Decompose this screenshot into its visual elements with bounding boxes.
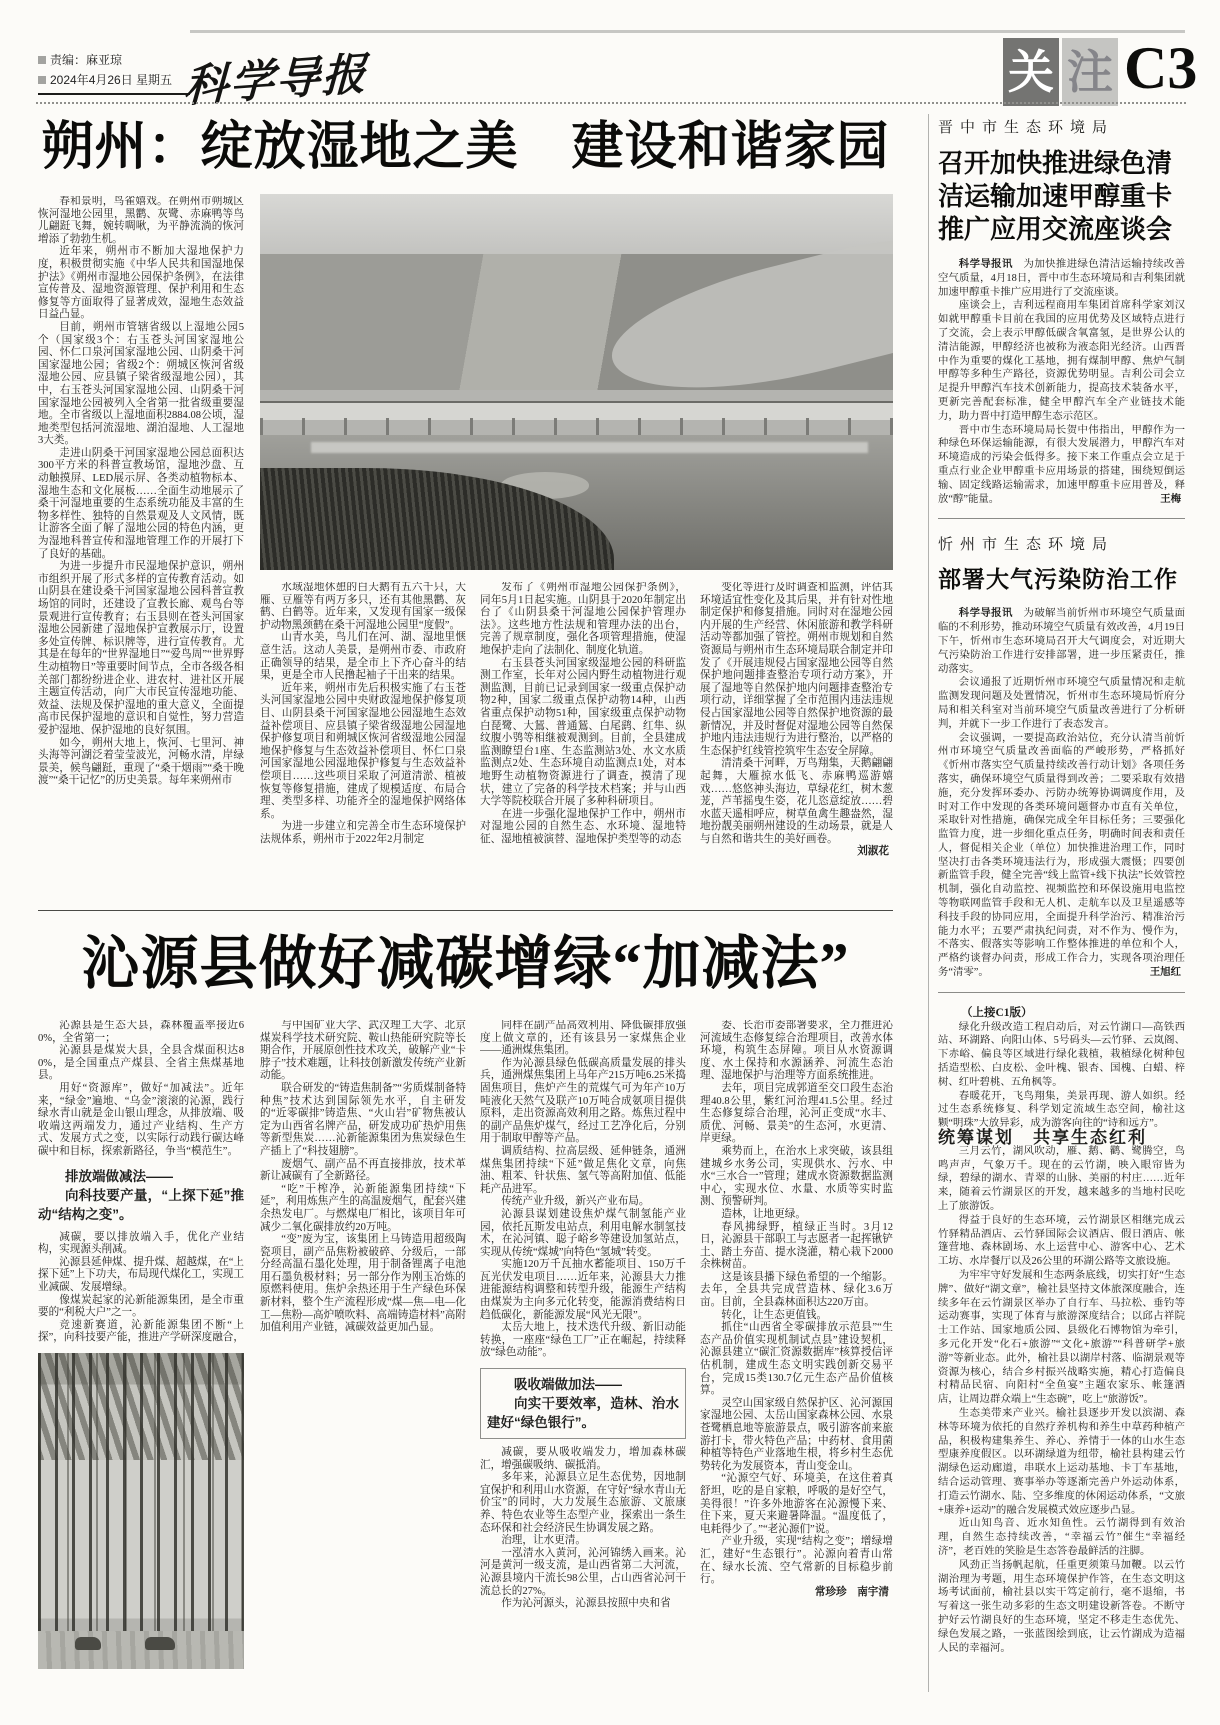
paragraph: 晋中市生态环境局局长贺中伟指出，甲醇作为一种绿色环保运输能源，有很大发展潜力，甲醇汽车对环境造成的污染会低得多。接下来工作重点会立足于重点行业企业甲醇重卡应用场景的搭建，围绕短倒运输、固定线路运输需求，加速甲醇重卡应用普及，释放“醇”能量。 — [938, 424, 1185, 505]
paragraph: 这是该县播下绿色希望的一个缩影。去年，全县共完成营造林、绿化3.6万亩。目前，全县森林面积达220万亩。 — [700, 1271, 893, 1309]
paragraph: 目前，朔州市管辖省级以上湿地公园5个（国家级3个：右玉苍头河国家湿地公园、怀仁口泉河国家湿地公园、山阴桑干河国家湿地公园；省级2个：朔城区恢河省级湿地公园、应县镇子梁省级湿地公园），其中，右玉苍头河国家湿地公园、山阴桑干河国家湿地公园被列入全省第一批省级重要湿地。全市省级以上湿地面积2884.08公顷，湿地类型包括河流湿地、湖泊湿地、人工湿地3大类。 — [38, 321, 244, 447]
paragraph: 竞速新赛道，沁新能源集团不断“上探”，向科技要产能，推进产学研深度融合， — [38, 1319, 244, 1344]
main-article-byline: 刘淑花 — [857, 846, 889, 858]
header-top-rule — [190, 30, 1185, 33]
second-column-3-text — [480, 1020, 686, 1360]
paragraph: 太岳大地上，技术迭代升级、新旧动能转换，一座座“绿色工厂”正在崛起，持续释放“绿色动能”。 — [480, 1322, 686, 1359]
paragraph: 右玉县苍头河国家级湿地公园的科研监测工作室，长年对公园内野生动植物进行观测监测，目前已记录到国家一级重点保护动物2种，国家二级重点保护动物14种，山西省重点保护动物51种，国家级重点保护动物白琵鹭、大鵟、普通鵟、白尾鹞、红隼、纵纹腹小鸮等相继被观测到。目前，全县建成监测瞭望台1座、生态监测站3处、水文水质监测点2处、生态环境自动监测点1处，对本地野生动植物资源进行了调查，摸清了现状，建立了完备的科学技术档案；并与山西大学等院校联合开展了多种科研项目。 — [480, 657, 686, 808]
second-article-byline: 常珍珍 南宇清 — [814, 1586, 889, 1598]
article-xinzhou-air — [938, 533, 1185, 980]
paragraph: 联合研发的“铸造焦制备”“劣质煤制备特种焦”技术达到国际领先水平，自主研发的“近零碳排”铸造焦、“火山岩”矿物焦被认定为山西省名牌产品，研发成功矿热炉用焦等新型焦炭……沁新能源集团为焦炭绿色生产插上了“科技翅膀”。 — [260, 1082, 466, 1157]
second-column-1-text — [38, 1020, 244, 1159]
paragraph: 灵空山国家级自然保护区、沁河源国家湿地公园、太岳山国家森林公园、水泉苍鹭栖息地等旅游景点，吸引游客前来旅游打卡，带火特色产品；中药材、食用菌种植等特色产业落地生根，将乡村生态优势转化为发展资本，青山变金山。 — [700, 1397, 893, 1472]
second-column-2 — [260, 1020, 466, 1714]
paragraph: 在进一步强化湿地保护工作中，朔州市对湿地公园的自然生态、水环境、湿地特征、湿地植被演替、湿地保护类型等的动态 — [480, 808, 686, 845]
paragraph: 向科技要产量，“上探下延”推动“结构之变”。 — [38, 1187, 244, 1222]
photo-sky — [260, 194, 893, 254]
main-column-1 — [38, 196, 244, 892]
vertical-divider — [928, 114, 929, 1692]
paragraph: 沁源县谋划建设焦炉煤气制氢能产业园，依托瓦斯发电站点，利用电解水制氢技术，在沁河镇、聪子峪乡等建设加氢站点，实现从传统“煤城”向特色“氢城”转变。 — [480, 1208, 686, 1258]
subhead-emission-reduction — [38, 1167, 244, 1224]
continuation-paras-1 — [938, 1021, 1185, 1131]
main-column-4-text — [700, 582, 893, 846]
paragraph: 同样在副产品高效利用、降低碳排放强度上做文章的，还有该县另一家煤焦企业——通洲煤焦集团。 — [480, 1020, 686, 1057]
editor-underline — [38, 93, 190, 95]
paragraph: 为牢牢守好发展和生态两条底线，切实打好“生态牌”、做好“湖文章”，榆社县坚持文体旅深度融合，连续多年在云竹湖景区举办了自行车、马拉松、垂钓等运动赛事，实现了体育与旅游深度结合；以邱占祥院士工作站、国家地质公园、县级化石博物馆为牵引，多元化开发“化石+旅游”“文化+旅游”“科普研学+旅游”等新业态。此外，榆社县以湖岸村落、临湖景观等资源为核心，结合乡村振兴战略实施，精心打造偏良村精品民宿、向阳村“全鱼宴”主题农家乐、帐篷酒店，让周边群众端上“生态碗”，吃上“旅游饭”。 — [938, 1270, 1185, 1406]
body-xinzhou-paras — [938, 676, 1185, 980]
byline-jinzhong: 王梅 — [1160, 493, 1181, 505]
main-headline: 朔州：绽放湿地之美 建设和谐家园 — [41, 118, 890, 176]
paragraph: 为进一步提升市民湿地保护意识，朔州市组织开展了形式多样的宣传教育活动。如山阴县在建设桑干河国家湿地公园科普宣教场馆的同时，还建设了宣教长廊、观鸟台等景观进行宣传教育；右玉县则在苍头河国家湿地公园新建了湿地保护宣教展示厅，设置多处宣传牌、标识牌等，进行宣传教育。尤其是在每年的“世界湿地日”“爱鸟周”“世界野生动植物日”等重要时间节点，全市各级各相关部门都纷纷进企业、进农村、进社区开展主题宣传活动，向广大市民宣传湿地功能、效益、法规及保护湿地的重大意义，全面提高市民保护湿地的意识和自觉性，努力营造爱护湿地、保护湿地的良好氛围。 — [38, 561, 244, 736]
second-headline: 沁源县做好减碳增绿“加减法” — [81, 931, 850, 996]
photo-water-glint — [311, 442, 868, 453]
headline-xinzhou: 部署大气污染防治工作 — [938, 566, 1178, 593]
paragraph: 春风拂绿野，植绿正当时。3月12日，沁源县干部职工与志愿者一起挥锹铲土、踏土夯苗、提水浇灌，精心栽下2000余株树苗。 — [700, 1221, 893, 1271]
main-column-2 — [260, 582, 466, 894]
paragraph: 座谈会上，吉利远程商用车集团首席科学家刘汉如就甲醇重卡目前在我国的应用优势及区域特点进行了交流，会上表示甲醇低碳含氧富氢，是世界公认的清洁能源，甲醇经济也被称为液态阳光经济。山西晋中作为重要的煤化工基地，拥有煤制甲醇、焦炉气制甲醇等多种生产路径，资源优势明显。吉利公司会立足提升甲醇汽车技术创新能力，提高技术装备水平，更新完善配套标准，健全甲醇汽车全产业链技术能力，助力晋中打造甲醇生态示范区。 — [938, 300, 1185, 422]
right-column-rule — [938, 518, 1185, 519]
paragraph: 抓住“山西省全零碳排放示范县”“生态产品价值实现机制试点县”建设契机，沁源县建立“碳汇资源数据库”核算授信评估机制，建成生态文明实践创新交易平台，完成15类130.7亿元生态产品价值核算。 — [700, 1322, 893, 1397]
paragraph: 去年，项目完成郭道至交口段生态治理40.8公里，紫红河治理41.5公里。经过生态修复综合治理，沁河正变成“水丰、质优、河畅、景美”的生态河，水更清、岸更绿。 — [700, 1082, 893, 1145]
paragraph: “吃”干榨净，沁新能源集团持续“下延”，利用炼焦产生的高温废烟气，配套兴建余热发电厂。与燃煤电厂相比，该项目年可减少二氧化碳排放约20万吨。 — [260, 1183, 466, 1233]
paragraph: 委、长治市委部署要求，全力推进沁河流域生态修复综合治理项目，改善水体环境，构筑生态屏障。项目从水资源调度、水土保持和水源涵养、河流生态治理、湿地保护与治理等方面系统推进。 — [700, 1020, 893, 1082]
article-continuation-yunzhu — [938, 1007, 1185, 1655]
paragraph: 为进一步建立和完善全市生态环境保护法规体系，朔州市于2022年2月制定 — [260, 821, 466, 845]
section-badge-guan: 关 — [1003, 38, 1059, 106]
paragraph: 变化等进行及时调查和监测，评估其环境适宜性变化及其后果，并有针对性地制定保护和修复措施。同时对在湿地公园内开展的生产经营、休闲旅游和教学科研活动等都加强了管控。朔州市规划和自然资源局与朔州市生态环境局联合制定并印发了《开展违规侵占国家湿地公园等自然保护地问题排查整治专项行动方案》，开展了湿地等自然保护地内问题排查整治专项行动，详细掌握了全市范围内违法违规侵占国家湿地公园等自然保护地资源的最新情况，并及时督促对湿地公园等自然保护地内违法违规行为进行整治，以严格的生态保护红线管控筑牢生态安全屏障。 — [700, 582, 893, 757]
paragraph: 排放端做减法—— — [65, 1168, 173, 1184]
lead-paragraph: 科学导报讯 为破解当前忻州市环境空气质量面临的不利形势，推动环境空气质量有效改善，4月19日下午，忻州市生态环境局召开大气调度会，对近期大气污染防治工作进行安排部署，进一步压紧责任，推动落实。 — [938, 608, 1185, 675]
paragraph: 实施120万千瓦抽水蓄能项目、150万千瓦光伏发电项目……近年来，沁源县大力推进能源结构调整和转型升级，能源生产结构由煤炭为主向多元化转变，能源消费结构日趋低碳化，新能源发展“风光无限”。 — [480, 1259, 686, 1321]
paragraph: 用好“资源库”，做好“加减法”。近年来，“绿金”遍地、“乌金”滚滚的沁源，践行绿水青山就是金山银山理念，从排放端、吸收端这两端发力，通过产业结构、生产方式、发展方式之变，以实际行动践行碳达峰碳中和目标，探索新路径，争当“模范生”。 — [38, 1082, 244, 1157]
article-separator — [38, 910, 893, 911]
article-shuozhou-wetlands — [38, 112, 893, 912]
paragraph: 山青水美，鸟儿们在河、湖、湿地里惬意生活。这动人美景，是朔州市委、市政府正确领导的结果，是全市上下齐心奋斗的结果，更是全市人民撸起袖子干出来的结果。 — [260, 632, 466, 682]
second-column-4 — [700, 1020, 893, 1714]
paragraph: 生态美带来产业兴。榆社县逐步开发以滨湖、森林等环境为依托的自然疗养机构和养生中草药种植产品，积极构建集养生、养心、养情于一体的山水生态型康养度假区。以环湖绿道为纽带，榆社县构建云竹湖绿色运动廊道，串联水上运动基地、卡丁车基地，结合运动管理、赛事举办等逐渐完善户外运动体系，打造云竹湖水、陆、空多维度的休闲运动体系，“文旅+康养+运动”的融合发展模式效应逐步凸显。 — [938, 1407, 1185, 1516]
body-xinzhou — [938, 607, 1185, 980]
byline-xinzhou: 王旭红 — [1149, 967, 1181, 979]
bullet-square-icon — [38, 56, 46, 64]
paragraph: 治理，让水更清。 — [501, 1535, 586, 1547]
second-column-1 — [38, 1020, 244, 1714]
second-column-1-text2 — [38, 1232, 244, 1345]
paragraph: 沁源县延伸煤、提升煤、超越煤，在“上探下延”上下功夫，布局现代煤化工，实现工业减碳、发展增绿。 — [38, 1256, 244, 1293]
header-divider — [36, 102, 1186, 104]
paragraph: 造林，让地更绿。 — [721, 1208, 806, 1220]
paragraph: 水域湿地休憩的白天鹅有五六千只，大雁、豆雁等有两万多只，还有其他黑鹳、灰鹤、白鹤等。近年来，又发现有国家一级保护动物黑颈鹤在桑干河湿地公园里“度假”。 — [260, 582, 466, 631]
headline-jinzhong: 召开加快推进绿色清洁运输加速甲醇重卡推广应用交流座谈会 — [938, 148, 1173, 244]
paragraph: 绿化升级改造工程启动后，对云竹湖口—高铁西站、环湖路、向阳山体、5号码头—云竹驿、云岚阁、下赤峪、偏良等区域进行绿化栽植，栽植绿化树种包括造型松、白皮松、金叶槐、银杏、国槐、白蜡、梓树、红叶碧桃、五角枫等。 — [938, 1021, 1185, 1088]
photo-tree-trunks — [38, 1353, 244, 1669]
editor-info — [38, 50, 198, 90]
subhead-absorption-addition — [480, 1368, 686, 1439]
paragraph: 多年来，沁源县立足生态优势，因地制宜保护和利用山水资源，在守好“绿水青山无价宝”的同时，大力发展生态旅游、文旅康养、特色农业等生态型产业，探索出一条生态环保和社会经济民生协调发展之路。 — [480, 1472, 686, 1534]
paragraph: 调质结构、拉高层级、延伸链条，通洲煤焦集团持续“下延”做足焦化文章，向焦油、粗苯、针状焦、氢气等高附加值、低能耗产品进军。 — [480, 1145, 686, 1195]
paragraph: 发布了《朔州市湿地公园保护条例》，同年5月1日起实施。山阴县于2020年制定出台了《山阴县桑干河湿地公园保护管理办法》。这些地方性法规和管理办法的出台，完善了规章制度，强化各项管理措施，使湿地保护走向了法制化、制度化轨道。 — [480, 582, 686, 656]
date-line: 2024年4月26日 星期五 — [38, 70, 198, 90]
main-column-3 — [480, 582, 686, 894]
body-jinzhong — [938, 258, 1185, 506]
paragraph: 作为沁河源头，沁源县按照中央和省 — [501, 1598, 671, 1610]
paragraph: 减碳，要以排放端入手，优化产业结构，实现源头削减。 — [38, 1231, 244, 1256]
continuation-paras-2 — [938, 1145, 1185, 1655]
masthead-logo: 科学导报 — [183, 49, 369, 112]
paragraph: 与中国矿业大学、武汉理工大学、北京煤炭科学技术研究院、鞍山热能研究院等长期合作，开展原创性技术攻关，破解产业“卡脖子”技术难题，让科技创新激发传统产业新动能。 — [260, 1020, 466, 1082]
paragraph: 清清桑干河畔，万鸟翔集，天鹅翩翩起舞，大雁掠水低飞、赤麻鸭巡游嬉戏……悠悠神头海边，草绿花红，树木葱茏，芦苇摇曳生姿，花儿恣意绽放……碧水蓝天遥相呼应，树草鱼禽生趣盎然，湿地扮靓美丽朔州建设的生动场景，就是人与自然和谐共生的美好画卷。 — [700, 758, 893, 845]
paragraph: 春和景明，鸟雀嬉戏。在朔州市朔城区恢河湿地公园里，黑鹳、灰鹭、赤麻鸭等鸟儿翩跹飞舞，婉转啁啾，为平静流淌的恢河增添了勃勃生机。 — [38, 196, 244, 245]
paragraph: 转化，让生态更值钱。 — [721, 1309, 828, 1321]
lead-paragraph: 科学导报讯 为加快推进绿色清洁运输持续改善空气质量，4月18日，晋中市生态环境局和吉利集团就加速甲醇重卡推广应用进行了交流座谈。 — [938, 259, 1185, 298]
paragraph: 三月云竹，湖风吹动，雁、鹅、鹳、鹭腾空，鸟鸣声声，气象万千。现在的云竹湖，映入眼帘皆为绿，碧绿的湖水、青翠的山脉、美丽的村庄……近年来，随着云竹湖景区的开发，越来越多的当地村民吃上了旅游饭。 — [938, 1145, 1185, 1213]
paragraph: 乘势而上，在治水上求突破，该县组建城乡水务公司，实现供水、污水、中水“三水合一”管理；建成水资源数据监测中心，实现水位、水量、水质等实时监测、预警研判。 — [700, 1145, 893, 1208]
paragraph: 近山知鸟音、近水知鱼性。云竹湖得到有效治理，自然生态持续改善，“幸福云竹”催生“幸福经济”，老百姓的笑脸是生态答卷最鲜活的注脚。 — [938, 1518, 1185, 1557]
article-qinyuan-carbon — [38, 926, 893, 1718]
bullet-square-icon — [38, 76, 46, 84]
paragraph: 沁源县是煤炭大县，全县含煤面积达80%，是全国重点产煤县、全省主焦煤基地县。 — [38, 1045, 244, 1082]
editor-line: 责编：麻亚琼 — [38, 50, 198, 70]
paragraph: 春暖花开，飞鸟翔集，美景再现、游人如织。经过生态系统修复、科学划定流域生态空间，榆社这颗“明珠”大放异彩，成为游客向往的“诗和远方”。 — [938, 1090, 1185, 1130]
paragraph: 吸收端做加法—— — [514, 1377, 622, 1393]
article-jinzhong-methanol — [938, 116, 1185, 506]
jump-label: （上接C1版） — [961, 1006, 1033, 1019]
paragraph: 得益于良好的生态环境，云竹湖景区相继完成云竹驿精品酒店、云竹驿国际会议酒店、假日酒店、帐篷营地、森林剧场、水上运营中心、游客中心、艺术工坊、水岸餐厅以及26公里的环湖公路等文旅设施。 — [938, 1214, 1185, 1268]
photo-ground — [38, 1631, 244, 1669]
right-column-rule — [938, 992, 1185, 993]
paragraph: “变”废为宝，该集团上马铸造用超级陶瓷项目，副产品焦粉被破碎、分级后，一部分经高温石墨化处理，用于制备锂离子电池用石墨负极材料；另一部分作为刚玉冶炼的原燃料使用。焦炉余热还用于生产绿色环保新材料，整个生产流程形成“煤—焦—电—化工—焦粉—高炉喷吹料、高端铸造材料”高附加值利用产业链，减碳效益更加凸显。 — [260, 1234, 466, 1334]
second-column-4-text — [700, 1020, 893, 1587]
page-number: C3 — [1124, 35, 1198, 101]
kicker-jinzhong: 晋中市生态环境局 — [938, 120, 1115, 136]
forest-photo — [38, 1353, 244, 1669]
second-column-3-text2 — [480, 1447, 686, 1611]
paragraph: 一泓清水入黄河，沁河锦绣入画来。沁河是黄河一级支流，是山西省第二大河流，沁源县境内干流长98公里，占山西省沁河干流总长的27%。 — [480, 1547, 686, 1597]
paragraph: 近年来，朔州市不断加大湿地保护力度，积极贯彻实施《中华人民共和国湿地保护法》《朔州市湿地公园保护条例》，在法律宣传普及、湿地资源管理、保护利用和生态修复等方面取得了显著成效，湿地生态效益日益凸显。 — [38, 246, 244, 321]
body-continuation — [938, 1007, 1185, 1655]
paragraph: 作为沁源县绿色低碳高质量发展的排头兵，通洲煤焦集团上马年产215万吨6.25米捣固焦项目，焦炉产生的荒煤气可为年产10万吨液化天然气及联产10万吨合成氨项目提供原料，走出资源高效利用之路。炼焦过程中的副产品焦炉煤气，经过工艺净化后，分别用于制取甲醇等产品。 — [480, 1057, 686, 1145]
wire-label: 科学导报讯 — [958, 259, 1013, 270]
paragraph: 走进山阴桑干河国家湿地公园总面积达300平方米的科普宣教场馆，湿地沙盘、互动触摸屏、LED展示屏、各类动植物标本、湿地生态和文化展板……全面生动地展示了桑干河湿地重要的生态系统功能及丰富的生物多样性、独特的自然景观及人文风情，既让游客全面了解了湿地公园的特色内涵，更为湿地科普宣传和湿地管理工作的开展打下了良好的基础。 — [38, 447, 244, 560]
paragraph: 传统产业升级，新兴产业布局。 — [501, 1196, 650, 1208]
photo-animal — [145, 1637, 175, 1650]
photo-animal — [75, 1637, 101, 1650]
paragraph: 近年来，朔州市先后积极实施了右玉苍头河国家湿地公园中央财政湿地保护修复项目、山阴县桑干河国家湿地公园湿地生态效益补偿项目、应县镇子梁省级湿地公园湿地保护修复项目和朔城区恢河省级湿地公园湿地保护修复与生态效益补偿项目、怀仁口泉河国家湿地公园湿地保护修复与生态效益补偿项目……这些项目采取了河道清淤、植被恢复等修复措施，建成了规模适度、布局合理、类型多样、功能齐全的湿地保护网络体系。 — [260, 682, 466, 820]
main-column-4 — [700, 582, 893, 894]
paragraph: 会议强调，一要提高政治站位，充分认清当前忻州市环境空气质量改善面临的严峻形势，严格抓好《忻州市落实空气质量持续改善行动计划》各项任务落实，确保环境空气质量得到改善；二要采取有效措施，充分发挥环委办、污防办统筹协调调度作用，及时对工作中发现的各类环境问题督办市直有关单位，采取针对性措施，确保完成全年目标任务；三要强化监管力度，进一步细化重点任务，明确时间表和责任人，督促相关企业（单位）加快推进治理工作，同时坚决打击各类环境违法行为，形成强大震慑；四要创新监管手段，健全完善“线上监管+线下执法”长效管控机制，强化自动监控、视频监控和环保设施用电监控等物联网监管手段和无人机、走航车以及卫星遥感等科技手段的协同应用，全面提升科学治污、精准治污能力水平；五要严肃执纪问责，对不作为、慢作为，不落实、假落实等影响工作整体推进的单位和个人，严格约谈督办问责，形成工作合力，实现各项治理任务“清零”。 — [938, 732, 1185, 979]
body-jinzhong-paras — [938, 299, 1185, 506]
kicker-xinzhou: 忻州市生态环境局 — [938, 537, 1115, 554]
continuation-subhead: 统筹谋划 共享生态红利 — [938, 1128, 1147, 1148]
wire-label: 科学导报讯 — [958, 608, 1013, 620]
paragraph: 像煤炭起家的沁新能源集团，是全市重要的“利税大户”之一。 — [38, 1294, 244, 1319]
second-column-3 — [480, 1020, 686, 1714]
paragraph: 会议通报了近期忻州市环境空气质量情况和走航监测发现问题及处置情况，忻州市生态环境局忻府分局和相关科室对当前环境空气质量改善进行了分析研判，并就下一步工作进行了表态发言。 — [938, 677, 1185, 730]
paragraph: 风劲正当扬帆起航，任重更须策马加鞭。以云竹湖治理为考题，用生态环境保护作答，在生态文明这场考试面前，榆社县以实干笃定前行，毫不退缩，书写着这一张生动多彩的生态文明建设新答卷。不断守护好云竹湖良好的生态环境，坚定不移走生态优先、绿色发展之路，一张蓝图绘到底，让云竹湖成为造福人民的幸福河。 — [938, 1559, 1185, 1654]
paragraph: 减碳，要从吸收端发力，增加森林碳汇，增强碳吸纳、碳抵消。 — [480, 1447, 686, 1471]
paragraph: 废烟气、副产品不再直接排放，技术革新让减碳有了全新路径。 — [260, 1158, 466, 1183]
section-badge-zhu: 注 — [1062, 38, 1118, 106]
paragraph: “沁源空气好、环境美，在这住着真舒坦，吃的是自家粮，呼吸的是好空气，美得很！”许多外地游客在沁源慢下来、住下来，夏天来避暑降温。“温度低了，电耗得少了。”“老沁源们”说。 — [700, 1473, 893, 1535]
paragraph: 向实干要效率，造林、治水建好“绿色银行”。 — [487, 1396, 679, 1431]
wetland-aerial-photo — [260, 194, 893, 570]
paragraph: 如今，朔州大地上，恢河、七里河、神头海等河湖泛着莹莹波光，河畅水清，岸绿景美，候鸟翩跹，重现了“桑干烟雨”“桑干晚渡”“桑干记忆”的历史美景。每年来朔州市 — [38, 737, 244, 787]
paragraph: 产业升级，实现“结构之变”；增绿增汇，建好“生态银行”。沁源向着青山常在、绿水长流、空气常新的目标稳步前行。 — [700, 1536, 893, 1586]
paragraph: 沁源县是生态大县，森林覆盖率接近60%，全省第一； — [38, 1020, 244, 1044]
right-column — [938, 114, 1185, 1710]
